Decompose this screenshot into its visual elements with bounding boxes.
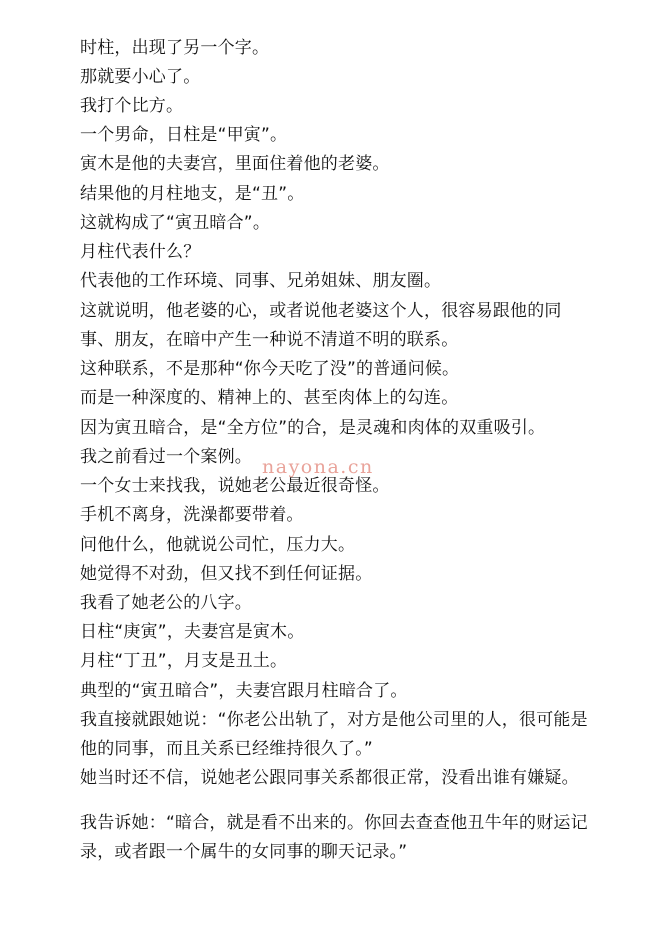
text-line: 她觉得不对劲，但又找不到任何证据。 — [80, 564, 373, 584]
text-line: 日柱“庚寅”，夫妻宫是寅木。 — [80, 622, 305, 642]
text-line: 月柱代表什么？ — [80, 242, 201, 262]
text-line: 我告诉她：“暗合，就是看不出来的。你回去查查他丑牛年的财运记 — [80, 813, 588, 833]
text-line: 她当时还不信，说她老公跟同事关系都很正常，没看出谁有嫌疑。 — [80, 768, 579, 788]
text-line: 一个女士来找我，说她老公最近很奇怪。 — [80, 476, 390, 496]
text-line: 问他什么，他就说公司忙，压力大。 — [80, 535, 356, 555]
text-line: 代表他的工作环境、同事、兄弟姐妹、朋友圈。 — [80, 271, 442, 291]
text-line: 我看了她老公的八字。 — [80, 593, 252, 613]
text-line: 这就说明，他老婆的心，或者说他老婆这个人，很容易跟他的同 — [80, 301, 562, 321]
text-line: 手机不离身，洗澡都要带着。 — [80, 505, 304, 525]
text-line: 我打个比方。 — [80, 96, 184, 116]
text-line: 我之前看过一个案例。 — [80, 447, 252, 467]
text-line: 一个男命，日柱是“甲寅”。 — [80, 125, 288, 145]
text-line: 这种联系，不是那种“你今天吃了没”的普通问候。 — [80, 359, 460, 379]
text-line: 月柱“丁丑”，月支是丑土。 — [80, 651, 288, 671]
text-line: 时柱，出现了另一个字。 — [80, 38, 270, 58]
text-line: 因为寅丑暗合，是“全方位”的合，是灵魂和肉体的双重吸引。 — [80, 418, 546, 438]
text-line: 寅木是他的夫妻宫，里面住着他的老婆。 — [80, 154, 390, 174]
text-line: 那就要小心了。 — [80, 67, 201, 87]
text-line: 我直接就跟她说：“你老公出轨了，对方是他公司里的人，很可能是 — [80, 710, 588, 730]
text-line: 典型的“寅丑暗合”，夫妻宫跟月柱暗合了。 — [80, 681, 408, 701]
text-line: 而是一种深度的、精神上的、甚至肉体上的勾连。 — [80, 388, 459, 408]
text-line: 这就构成了“寅丑暗合”。 — [80, 213, 271, 233]
text-line: 事、朋友，在暗中产生一种说不清道不明的联系。 — [80, 330, 459, 350]
text-line: 他的同事，而且关系已经维持很久了。” — [80, 739, 373, 759]
watermark: nayona.cn — [262, 456, 374, 478]
text-line: 录，或者跟一个属牛的女同事的聊天记录。” — [80, 842, 408, 862]
text-line: 结果他的月柱地支，是“丑”。 — [80, 184, 305, 204]
